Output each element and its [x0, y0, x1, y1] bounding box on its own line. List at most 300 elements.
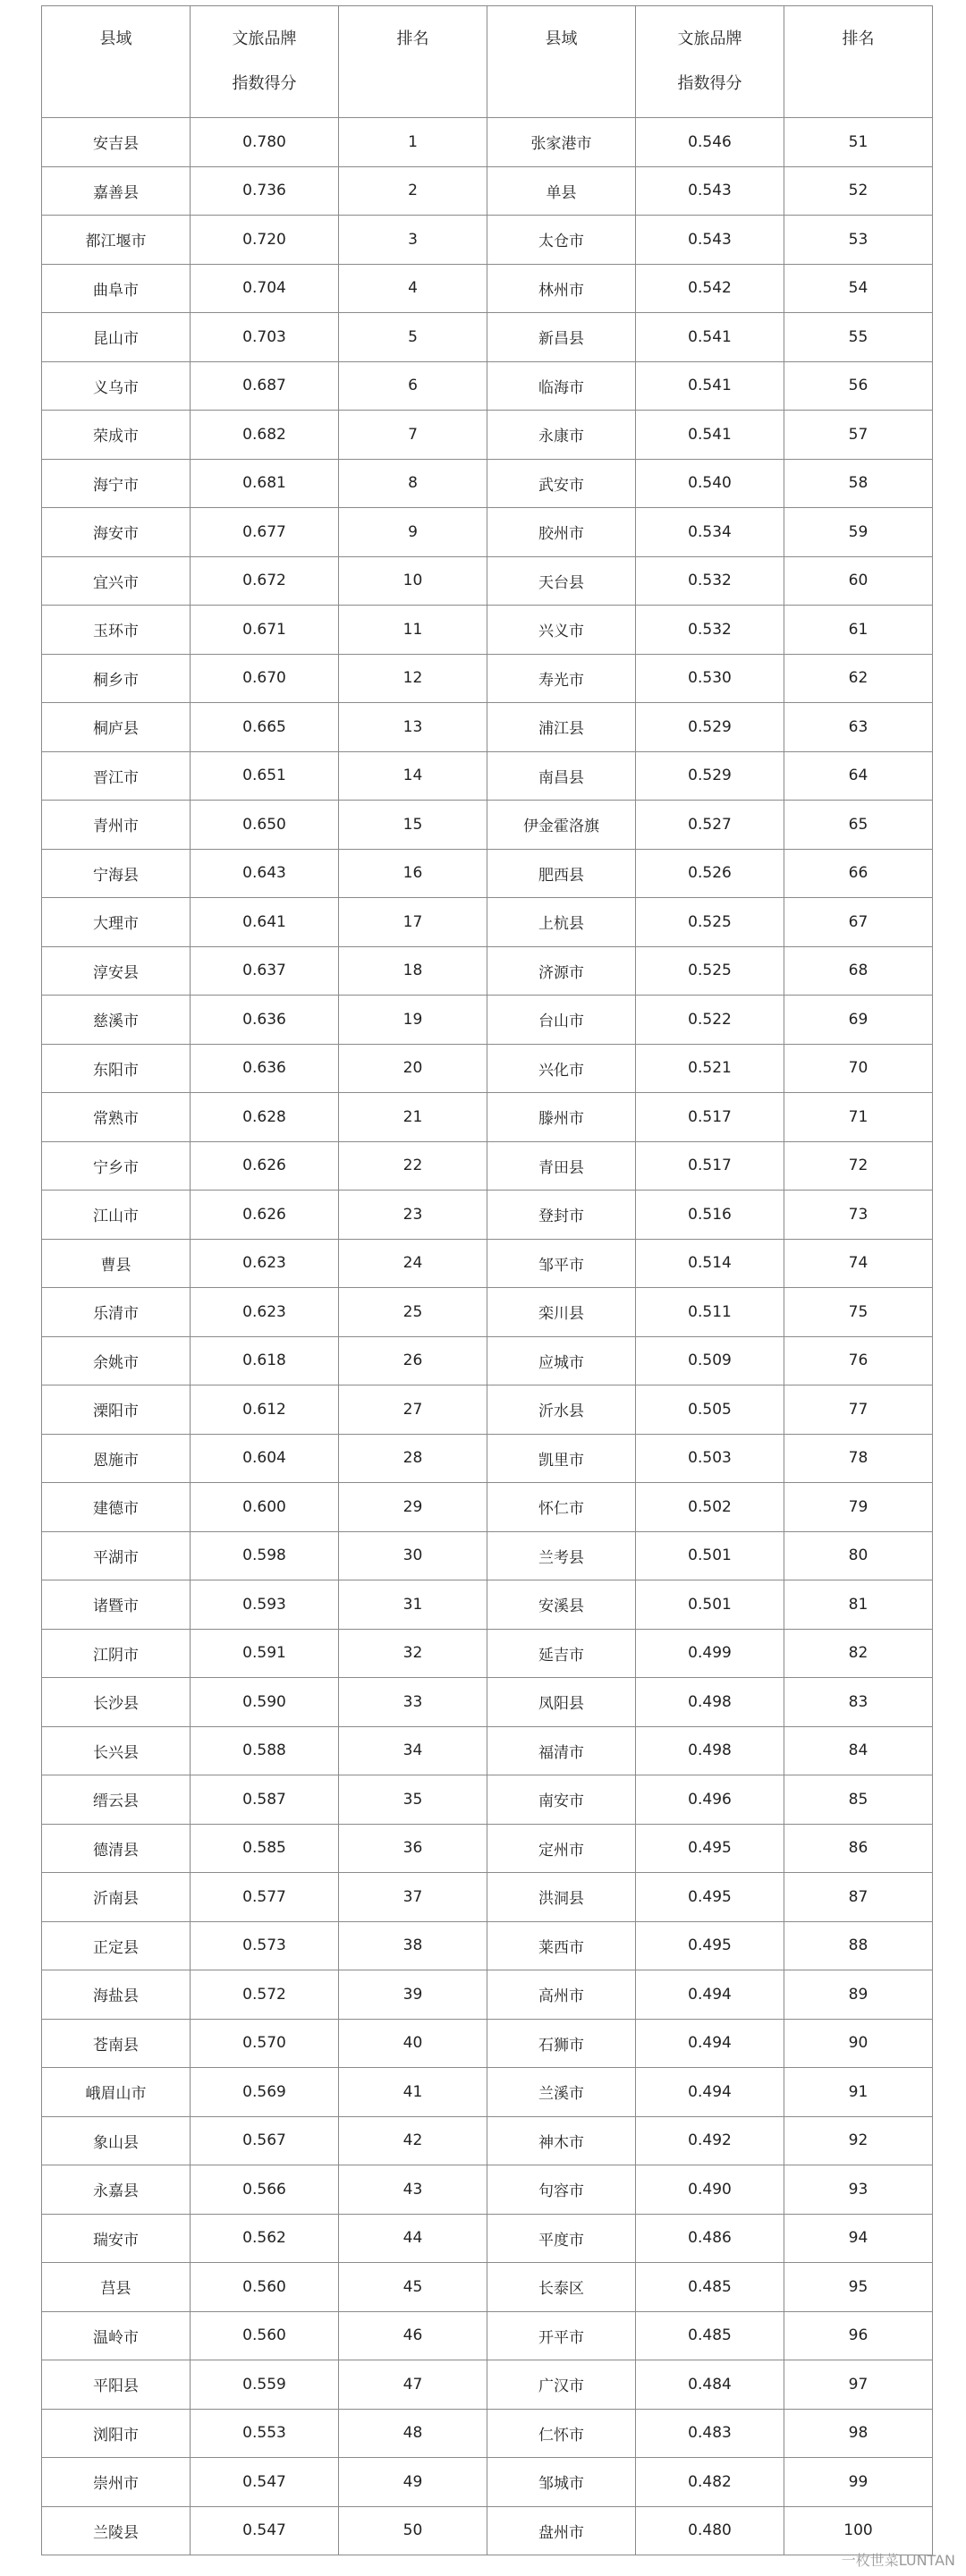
county-cell: 凯里市: [487, 1434, 636, 1483]
table-row: [42, 1288, 933, 1337]
score-cell: 0.501: [636, 1531, 784, 1580]
rank-cell: 16: [339, 849, 487, 898]
rank-cell: 84: [784, 1726, 933, 1775]
county-cell: 正定县: [42, 1921, 191, 1970]
rank-cell: 50: [339, 2506, 487, 2555]
rank-cell: 24: [339, 1239, 487, 1288]
table-row: [42, 1629, 933, 1678]
table-row: [42, 2360, 933, 2410]
rank-cell: 37: [339, 1873, 487, 1922]
table-row: [42, 946, 933, 996]
rank-cell: 78: [784, 1434, 933, 1483]
table-row: [42, 2116, 933, 2165]
table-row: [42, 508, 933, 557]
county-cell: 仁怀市: [487, 2409, 636, 2458]
rank-cell: 44: [339, 2214, 487, 2263]
rank-cell: 100: [784, 2506, 933, 2555]
table-row: [42, 1726, 933, 1775]
rank-cell: 72: [784, 1141, 933, 1191]
county-cell: 宜兴市: [42, 556, 191, 606]
rank-cell: 80: [784, 1531, 933, 1580]
rank-cell: 31: [339, 1580, 487, 1630]
table-row: [42, 1775, 933, 1825]
county-cell: 曲阜市: [42, 264, 191, 313]
rank-cell: 41: [339, 2068, 487, 2117]
rank-cell: 8: [339, 459, 487, 508]
county-cell: 长沙县: [42, 1678, 191, 1727]
county-cell: 温岭市: [42, 2311, 191, 2360]
rank-cell: 61: [784, 606, 933, 655]
score-cell: 0.612: [191, 1385, 339, 1435]
county-cell: 临海市: [487, 361, 636, 411]
county-cell: 慈溪市: [42, 996, 191, 1045]
rank-cell: 36: [339, 1824, 487, 1873]
county-cell: 余姚市: [42, 1336, 191, 1385]
county-cell: 玉环市: [42, 606, 191, 655]
county-cell: 平湖市: [42, 1531, 191, 1580]
table-row: [42, 654, 933, 703]
header-score-line1: 文旅品牌: [677, 30, 742, 48]
county-cell: 桐乡市: [42, 654, 191, 703]
county-cell: 广汉市: [487, 2360, 636, 2410]
rank-cell: 83: [784, 1678, 933, 1727]
county-cell: 张家港市: [487, 118, 636, 167]
rank-cell: 22: [339, 1141, 487, 1191]
rank-cell: 5: [339, 313, 487, 362]
score-cell: 0.618: [191, 1336, 339, 1385]
score-cell: 0.511: [636, 1288, 784, 1337]
score-cell: 0.505: [636, 1385, 784, 1435]
county-cell: 桐庐县: [42, 703, 191, 752]
rank-cell: 91: [784, 2068, 933, 2117]
rank-cell: 94: [784, 2214, 933, 2263]
rank-cell: 45: [339, 2263, 487, 2312]
score-cell: 0.525: [636, 946, 784, 996]
rank-cell: 1: [339, 118, 487, 167]
table-row: [42, 313, 933, 362]
county-cell: 海盐县: [42, 1970, 191, 2020]
county-cell: 昆山市: [42, 313, 191, 362]
rank-cell: 7: [339, 411, 487, 460]
county-cell: 峨眉山市: [42, 2068, 191, 2117]
score-cell: 0.483: [636, 2409, 784, 2458]
rank-cell: 15: [339, 801, 487, 850]
county-cell: 晋江市: [42, 751, 191, 801]
score-cell: 0.494: [636, 1970, 784, 2020]
score-cell: 0.547: [191, 2506, 339, 2555]
county-cell: 武安市: [487, 459, 636, 508]
county-cell: 邹城市: [487, 2458, 636, 2507]
score-cell: 0.509: [636, 1336, 784, 1385]
county-cell: 海宁市: [42, 459, 191, 508]
score-cell: 0.530: [636, 654, 784, 703]
table-row: [42, 1483, 933, 1532]
rank-cell: 79: [784, 1483, 933, 1532]
rank-cell: 46: [339, 2311, 487, 2360]
rank-cell: 76: [784, 1336, 933, 1385]
score-cell: 0.540: [636, 459, 784, 508]
score-cell: 0.495: [636, 1873, 784, 1922]
table-row: [42, 1191, 933, 1240]
table-row: [42, 1970, 933, 2020]
score-cell: 0.485: [636, 2263, 784, 2312]
score-cell: 0.626: [191, 1191, 339, 1240]
county-cell: 荣成市: [42, 411, 191, 460]
table-row: [42, 1678, 933, 1727]
score-cell: 0.562: [191, 2214, 339, 2263]
county-cell: 诸暨市: [42, 1580, 191, 1630]
rank-cell: 57: [784, 411, 933, 460]
header-score-line2: 指数得分: [232, 74, 297, 93]
rank-cell: 98: [784, 2409, 933, 2458]
county-cell: 兴义市: [487, 606, 636, 655]
score-cell: 0.485: [636, 2311, 784, 2360]
county-cell: 单县: [487, 166, 636, 216]
score-cell: 0.671: [191, 606, 339, 655]
score-cell: 0.521: [636, 1044, 784, 1093]
rank-cell: 77: [784, 1385, 933, 1435]
county-cell: 永嘉县: [42, 2165, 191, 2215]
table-row: [42, 703, 933, 752]
county-cell: 嘉善县: [42, 166, 191, 216]
header-score-line2: 指数得分: [677, 74, 742, 93]
rank-cell: 87: [784, 1873, 933, 1922]
rank-cell: 4: [339, 264, 487, 313]
rank-cell: 14: [339, 751, 487, 801]
county-cell: 福清市: [487, 1726, 636, 1775]
county-cell: 太仓市: [487, 216, 636, 265]
table-row: [42, 2165, 933, 2215]
county-cell: 恩施市: [42, 1434, 191, 1483]
score-cell: 0.494: [636, 2019, 784, 2068]
table-row: [42, 264, 933, 313]
rank-cell: 20: [339, 1044, 487, 1093]
rank-cell: 74: [784, 1239, 933, 1288]
county-cell: 南安市: [487, 1775, 636, 1825]
rank-cell: 64: [784, 751, 933, 801]
score-cell: 0.527: [636, 801, 784, 850]
table-row: [42, 1824, 933, 1873]
score-cell: 0.573: [191, 1921, 339, 1970]
table-row: [42, 2214, 933, 2263]
county-cell: 苍南县: [42, 2019, 191, 2068]
county-cell: 乐清市: [42, 1288, 191, 1337]
county-cell: 青田县: [487, 1141, 636, 1191]
score-cell: 0.569: [191, 2068, 339, 2117]
score-cell: 0.628: [191, 1093, 339, 1142]
table-row: [42, 2019, 933, 2068]
county-cell: 建德市: [42, 1483, 191, 1532]
score-cell: 0.585: [191, 1824, 339, 1873]
rank-cell: 33: [339, 1678, 487, 1727]
score-cell: 0.547: [191, 2458, 339, 2507]
rank-cell: 39: [339, 1970, 487, 2020]
rank-cell: 40: [339, 2019, 487, 2068]
score-cell: 0.720: [191, 216, 339, 265]
rank-cell: 38: [339, 1921, 487, 1970]
score-cell: 0.560: [191, 2311, 339, 2360]
score-cell: 0.501: [636, 1580, 784, 1630]
score-cell: 0.534: [636, 508, 784, 557]
county-cell: 肥西县: [487, 849, 636, 898]
score-cell: 0.780: [191, 118, 339, 167]
table-row: [42, 1921, 933, 1970]
score-cell: 0.525: [636, 898, 784, 947]
table-row: [42, 2311, 933, 2360]
rank-cell: 27: [339, 1385, 487, 1435]
score-cell: 0.516: [636, 1191, 784, 1240]
score-cell: 0.672: [191, 556, 339, 606]
score-cell: 0.522: [636, 996, 784, 1045]
score-cell: 0.542: [636, 264, 784, 313]
county-cell: 莱西市: [487, 1921, 636, 1970]
rank-cell: 88: [784, 1921, 933, 1970]
county-cell: 兰溪市: [487, 2068, 636, 2117]
score-cell: 0.604: [191, 1434, 339, 1483]
county-cell: 兴化市: [487, 1044, 636, 1093]
score-cell: 0.494: [636, 2068, 784, 2117]
county-cell: 宁乡市: [42, 1141, 191, 1191]
county-cell: 台山市: [487, 996, 636, 1045]
county-cell: 浦江县: [487, 703, 636, 752]
table-row: [42, 1336, 933, 1385]
rank-cell: 81: [784, 1580, 933, 1630]
header-county-right: 县域: [487, 6, 636, 118]
table-row: [42, 556, 933, 606]
table-row: [42, 361, 933, 411]
county-cell: 缙云县: [42, 1775, 191, 1825]
table-row: [42, 606, 933, 655]
score-cell: 0.600: [191, 1483, 339, 1532]
rank-cell: 2: [339, 166, 487, 216]
county-cell: 都江堰市: [42, 216, 191, 265]
rank-cell: 82: [784, 1629, 933, 1678]
score-cell: 0.517: [636, 1141, 784, 1191]
score-cell: 0.636: [191, 1044, 339, 1093]
rank-cell: 54: [784, 264, 933, 313]
rank-cell: 13: [339, 703, 487, 752]
county-cell: 盘州市: [487, 2506, 636, 2555]
county-cell: 上杭县: [487, 898, 636, 947]
rank-cell: 75: [784, 1288, 933, 1337]
county-cell: 淳安县: [42, 946, 191, 996]
rank-cell: 60: [784, 556, 933, 606]
score-cell: 0.590: [191, 1678, 339, 1727]
county-cell: 栾川县: [487, 1288, 636, 1337]
county-cell: 石狮市: [487, 2019, 636, 2068]
score-cell: 0.495: [636, 1921, 784, 1970]
rank-cell: 6: [339, 361, 487, 411]
rank-cell: 59: [784, 508, 933, 557]
table-row: [42, 1141, 933, 1191]
rank-cell: 25: [339, 1288, 487, 1337]
score-cell: 0.503: [636, 1434, 784, 1483]
rank-cell: 58: [784, 459, 933, 508]
score-cell: 0.626: [191, 1141, 339, 1191]
county-cell: 曹县: [42, 1239, 191, 1288]
score-cell: 0.650: [191, 801, 339, 850]
score-cell: 0.541: [636, 361, 784, 411]
score-cell: 0.643: [191, 849, 339, 898]
score-cell: 0.492: [636, 2116, 784, 2165]
score-cell: 0.736: [191, 166, 339, 216]
rank-cell: 3: [339, 216, 487, 265]
table-row: [42, 2068, 933, 2117]
score-cell: 0.526: [636, 849, 784, 898]
rank-cell: 30: [339, 1531, 487, 1580]
rank-cell: 90: [784, 2019, 933, 2068]
county-cell: 宁海县: [42, 849, 191, 898]
table-row: [42, 849, 933, 898]
score-cell: 0.529: [636, 751, 784, 801]
county-cell: 延吉市: [487, 1629, 636, 1678]
rank-cell: 26: [339, 1336, 487, 1385]
rank-cell: 92: [784, 2116, 933, 2165]
county-cell: 寿光市: [487, 654, 636, 703]
county-cell: 邹平市: [487, 1239, 636, 1288]
score-cell: 0.482: [636, 2458, 784, 2507]
rank-cell: 55: [784, 313, 933, 362]
table-row: [42, 996, 933, 1045]
score-cell: 0.559: [191, 2360, 339, 2410]
rank-cell: 95: [784, 2263, 933, 2312]
score-cell: 0.560: [191, 2263, 339, 2312]
score-cell: 0.687: [191, 361, 339, 411]
score-cell: 0.543: [636, 216, 784, 265]
county-cell: 凤阳县: [487, 1678, 636, 1727]
score-cell: 0.598: [191, 1531, 339, 1580]
county-cell: 兰考县: [487, 1531, 636, 1580]
score-cell: 0.651: [191, 751, 339, 801]
score-cell: 0.636: [191, 996, 339, 1045]
score-cell: 0.490: [636, 2165, 784, 2215]
rank-cell: 99: [784, 2458, 933, 2507]
county-cell: 安吉县: [42, 118, 191, 167]
table-row: [42, 751, 933, 801]
county-cell: 新昌县: [487, 313, 636, 362]
county-cell: 常熟市: [42, 1093, 191, 1142]
county-cell: 德清县: [42, 1824, 191, 1873]
county-cell: 平度市: [487, 2214, 636, 2263]
score-cell: 0.637: [191, 946, 339, 996]
score-cell: 0.623: [191, 1288, 339, 1337]
score-cell: 0.529: [636, 703, 784, 752]
score-cell: 0.496: [636, 1775, 784, 1825]
score-cell: 0.591: [191, 1629, 339, 1678]
header-county-left: 县域: [42, 6, 191, 118]
rank-cell: 47: [339, 2360, 487, 2410]
table-row: [42, 1385, 933, 1435]
table-row: [42, 216, 933, 265]
county-cell: 兰陵县: [42, 2506, 191, 2555]
score-cell: 0.514: [636, 1239, 784, 1288]
rank-cell: 34: [339, 1726, 487, 1775]
county-cell: 滕州市: [487, 1093, 636, 1142]
score-cell: 0.517: [636, 1093, 784, 1142]
county-cell: 瑞安市: [42, 2214, 191, 2263]
county-cell: 天台县: [487, 556, 636, 606]
rank-cell: 73: [784, 1191, 933, 1240]
rank-cell: 42: [339, 2116, 487, 2165]
score-cell: 0.532: [636, 556, 784, 606]
score-cell: 0.682: [191, 411, 339, 460]
county-cell: 浏阳市: [42, 2409, 191, 2458]
rank-cell: 56: [784, 361, 933, 411]
rank-cell: 86: [784, 1824, 933, 1873]
table-row: [42, 2506, 933, 2555]
score-cell: 0.703: [191, 313, 339, 362]
county-cell: 东阳市: [42, 1044, 191, 1093]
score-cell: 0.498: [636, 1726, 784, 1775]
rank-cell: 96: [784, 2311, 933, 2360]
score-cell: 0.588: [191, 1726, 339, 1775]
score-cell: 0.677: [191, 508, 339, 557]
score-cell: 0.641: [191, 898, 339, 947]
header-score-line1: 文旅品牌: [232, 30, 297, 48]
county-cell: 林州市: [487, 264, 636, 313]
table-row: [42, 1531, 933, 1580]
score-cell: 0.567: [191, 2116, 339, 2165]
county-cell: 南昌县: [487, 751, 636, 801]
rank-cell: 28: [339, 1434, 487, 1483]
rank-cell: 35: [339, 1775, 487, 1825]
header-rank-right: 排名: [784, 6, 933, 118]
rank-cell: 21: [339, 1093, 487, 1142]
county-cell: 应城市: [487, 1336, 636, 1385]
county-cell: 神木市: [487, 2116, 636, 2165]
county-cell: 高州市: [487, 1970, 636, 2020]
county-cell: 青州市: [42, 801, 191, 850]
county-cell: 长泰区: [487, 2263, 636, 2312]
rank-cell: 53: [784, 216, 933, 265]
table-row: [42, 459, 933, 508]
header-score-right: [636, 6, 784, 118]
county-cell: 平阳县: [42, 2360, 191, 2410]
rank-cell: 97: [784, 2360, 933, 2410]
county-cell: 定州市: [487, 1824, 636, 1873]
table-row: [42, 2458, 933, 2507]
rank-cell: 66: [784, 849, 933, 898]
header-score-left: [191, 6, 339, 118]
county-cell: 怀仁市: [487, 1483, 636, 1532]
rank-cell: 70: [784, 1044, 933, 1093]
rank-cell: 85: [784, 1775, 933, 1825]
rank-cell: 29: [339, 1483, 487, 1532]
score-cell: 0.623: [191, 1239, 339, 1288]
county-cell: 义乌市: [42, 361, 191, 411]
table-row: [42, 1873, 933, 1922]
county-cell: 永康市: [487, 411, 636, 460]
table-row: [42, 898, 933, 947]
rank-cell: 12: [339, 654, 487, 703]
table-row: [42, 166, 933, 216]
header-rank-left: 排名: [339, 6, 487, 118]
table-row: [42, 1434, 933, 1483]
score-cell: 0.486: [636, 2214, 784, 2263]
rank-cell: 11: [339, 606, 487, 655]
score-cell: 0.498: [636, 1678, 784, 1727]
score-cell: 0.495: [636, 1824, 784, 1873]
county-cell: 象山县: [42, 2116, 191, 2165]
score-cell: 0.502: [636, 1483, 784, 1532]
county-cell: 溧阳市: [42, 1385, 191, 1435]
score-cell: 0.484: [636, 2360, 784, 2410]
score-cell: 0.670: [191, 654, 339, 703]
county-cell: 长兴县: [42, 1726, 191, 1775]
score-cell: 0.577: [191, 1873, 339, 1922]
table-row: [42, 2409, 933, 2458]
score-cell: 0.541: [636, 313, 784, 362]
